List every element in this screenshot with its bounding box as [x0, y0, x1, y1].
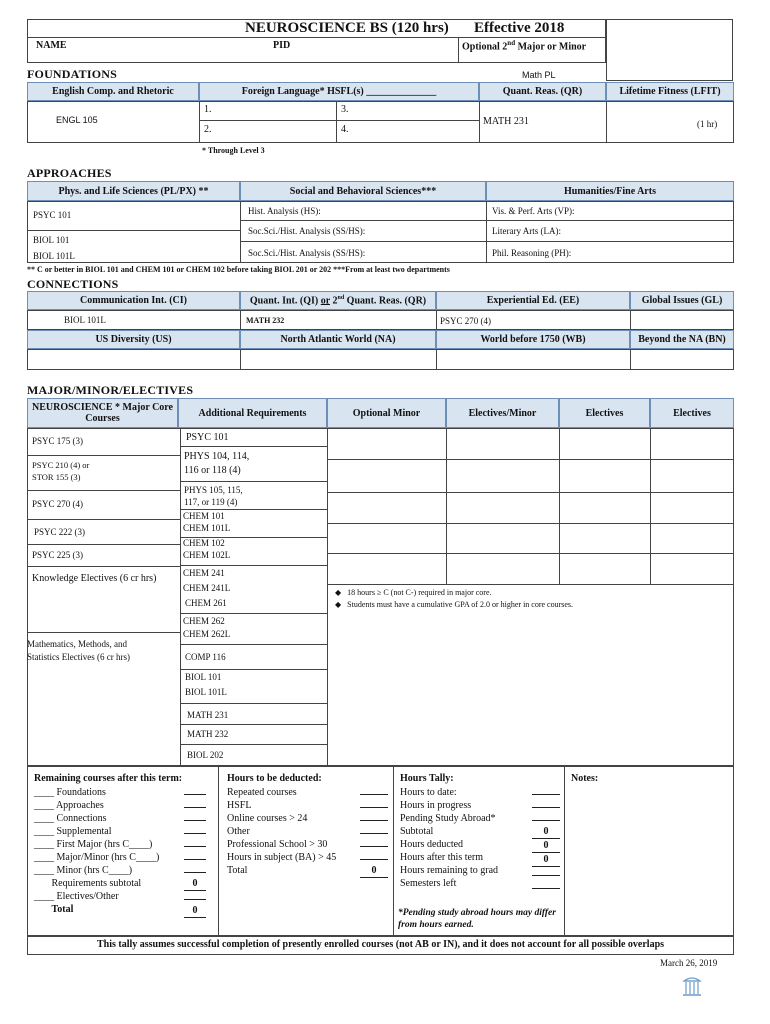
add-math232: MATH 232 — [187, 729, 229, 739]
bullet-2: ◆ Students must have a cumulative GPA of 2.0 or higher in core courses. — [335, 600, 574, 609]
deducted-list: Repeated courses HSFL Online courses > 24 Other Professional School > 30 Hours in subject (BA) > 45 Total — [227, 787, 337, 876]
col-gl: Global Issues (GL) — [630, 291, 734, 310]
core-stor155: STOR 155 (3) — [32, 472, 81, 482]
remaining-blanks[interactable] — [184, 786, 206, 918]
col-ee: Experiential Ed. (EE) — [436, 291, 630, 310]
req-subtotal-value: 0 — [184, 877, 206, 891]
core-math-methods-2: Statistics Electives (6 cr hrs) — [27, 652, 130, 662]
col-ci: Communication Int. (CI) — [27, 291, 240, 310]
add-chem101: CHEM 101 — [183, 511, 225, 521]
fl-slot-2[interactable]: 2. — [204, 124, 212, 135]
col-major-core: NEUROSCIENCE * Major Core Courses — [27, 398, 178, 428]
add-biol202: BIOL 202 — [187, 750, 224, 760]
core-knowledge-electives: Knowledge Electives (6 cr hrs) — [32, 573, 157, 584]
deducted-blanks[interactable] — [360, 786, 388, 878]
old-well-icon — [682, 975, 702, 997]
hum-vp[interactable]: Vis. & Perf. Arts (VP): — [492, 206, 575, 216]
hum-la[interactable]: Literary Arts (LA): — [492, 226, 561, 236]
sbs-ss-hs-1[interactable]: Soc.Sci./Hist. Analysis (SS/HS): — [248, 226, 366, 236]
major-heading: MAJOR/MINOR/ELECTIVES — [27, 383, 194, 397]
sbs-ss-hs-2[interactable]: Soc.Sci./Hist. Analysis (SS/HS): — [248, 248, 366, 258]
add-biol101l: BIOL 101L — [185, 687, 227, 697]
add-chem241: CHEM 241 — [183, 568, 225, 578]
tally-blanks[interactable]: 0 0 0 — [532, 786, 560, 893]
col-bn: Beyond the NA (BN) — [630, 330, 734, 349]
tally-footer: This tally assumes successful completion of presently enrolled courses (not AB or IN), and it does not account for all possible overlaps — [96, 939, 665, 950]
math-pl-label: Math PL — [522, 70, 556, 80]
col-lifetime-fitness: Lifetime Fitness (LFIT) — [606, 82, 734, 101]
pl-course-1: PSYC 101 — [33, 210, 72, 220]
deducted-heading: Hours to be deducted: — [227, 773, 322, 784]
add-chem261: CHEM 261 — [185, 598, 227, 608]
col-quant-reas: Quant. Reas. (QR) — [479, 82, 606, 101]
col-electives-2: Electives — [650, 398, 734, 428]
core-psyc175: PSYC 175 (3) — [32, 436, 84, 446]
core-psyc270: PSYC 270 (4) — [32, 499, 84, 509]
approaches-note: ** C or better in BIOL 101 and CHEM 101 or CHEM 102 before taking BIOL 201 or 202 ***From at least two departments — [27, 265, 450, 274]
pending-note: *Pending study abroad hours may differ from hours earned. — [398, 908, 556, 930]
col-foreign-language: Foreign Language* HSFL(s) ______________ — [199, 82, 479, 101]
col-na: North Atlantic World (NA) — [240, 330, 436, 349]
add-chem262: CHEM 262 — [183, 616, 225, 626]
add-comp116: COMP 116 — [185, 652, 226, 662]
remaining-list: ____ Foundations ____ Approaches ____ Connections ____ Supplemental ____ First Major (hrs C____) ____ Major/Minor (hrs C____) ____ Minor (hrs C____) Requirements subtotal ____ Electives/Other Total — [34, 787, 160, 915]
core-math-methods-1: Mathematics, Methods, and — [27, 639, 127, 649]
tally-heading: Hours Tally: — [400, 773, 454, 784]
qr-course: MATH 231 — [483, 116, 529, 127]
core-psyc222: PSYC 222 (3) — [34, 527, 86, 537]
add-phys104-b: 116 or 118 (4) — [184, 465, 241, 476]
tally-list: Hours to date: Hours in progress Pending Study Abroad* Subtotal Hours deducted Hours after this term Hours remaining to grad Semesters left — [400, 787, 499, 889]
revision-date: March 26, 2019 — [660, 958, 718, 968]
col-humanities: Humanities/Fine Arts — [486, 181, 734, 201]
total-value: 0 — [184, 904, 206, 918]
name-label: NAME — [36, 40, 67, 51]
sbs-hs[interactable]: Hist. Analysis (HS): — [248, 206, 321, 216]
lfit-hours: (1 hr) — [697, 119, 718, 129]
fl-slot-3[interactable]: 3. — [341, 104, 349, 115]
col-us: US Diversity (US) — [27, 330, 240, 349]
effective-date: Effective 2018 — [474, 20, 565, 36]
add-phys105-b: 117, or 119 (4) — [184, 497, 238, 507]
col-additional: Additional Requirements — [178, 398, 327, 428]
add-math231: MATH 231 — [187, 710, 229, 720]
bullet-1: ◆ 18 hours ≥ C (not C-) required in major core. — [335, 588, 492, 597]
core-psyc225: PSYC 225 (3) — [32, 550, 84, 560]
pl-course-3: BIOL 101L — [33, 251, 75, 261]
ee-course: PSYC 270 (4) — [440, 316, 492, 326]
add-chem102l: CHEM 102L — [183, 550, 231, 560]
connections-heading: CONNECTIONS — [27, 277, 119, 291]
notes-heading: Notes: — [571, 773, 599, 784]
col-social-behavioral: Social and Behavioral Sciences*** — [240, 181, 486, 201]
add-psyc101: PSYC 101 — [186, 432, 229, 443]
engl-course: ENGL 105 — [56, 115, 98, 125]
optional-major-label: Optional 2nd Major or Minor — [462, 39, 587, 53]
deducted-total-value: 0 — [360, 864, 388, 878]
optional-major-box — [606, 19, 733, 81]
add-chem241l: CHEM 241L — [183, 583, 231, 593]
hum-ph[interactable]: Phil. Reasoning (PH): — [492, 248, 572, 258]
remaining-heading: Remaining courses after this term: — [34, 773, 183, 784]
pid-label: PID — [273, 40, 291, 51]
core-psyc210: PSYC 210 (4) or — [32, 460, 90, 470]
col-electives-1: Electives — [559, 398, 650, 428]
add-phys104: PHYS 104, 114, — [184, 451, 250, 462]
add-chem262l: CHEM 262L — [183, 629, 231, 639]
col-phys-life: Phys. and Life Sciences (PL/PX) ** — [27, 181, 240, 201]
col-qi: Quant. Int. (QI) or 2nd Quant. Reas. (QR) — [240, 291, 436, 310]
fl-slot-4[interactable]: 4. — [341, 124, 349, 135]
add-phys105: PHYS 105, 115, — [184, 485, 243, 495]
add-biol101: BIOL 101 — [185, 672, 222, 682]
fl-slot-1[interactable]: 1. — [204, 104, 212, 115]
col-optional-minor: Optional Minor — [327, 398, 446, 428]
add-chem101l: CHEM 101L — [183, 523, 231, 533]
fl-note: * Through Level 3 — [202, 146, 265, 155]
ci-course: BIOL 101L — [64, 315, 106, 325]
col-electives-minor: Electives/Minor — [446, 398, 559, 428]
foundations-heading: FOUNDATIONS — [27, 67, 117, 81]
pl-course-2: BIOL 101 — [33, 235, 70, 245]
page-title: NEUROSCIENCE BS (120 hrs) — [245, 20, 449, 36]
approaches-heading: APPROACHES — [27, 166, 112, 180]
add-chem102: CHEM 102 — [183, 538, 225, 548]
col-wb: World before 1750 (WB) — [436, 330, 630, 349]
qi-course: MATH 232 — [246, 316, 285, 325]
col-english: English Comp. and Rhetoric — [27, 82, 199, 101]
